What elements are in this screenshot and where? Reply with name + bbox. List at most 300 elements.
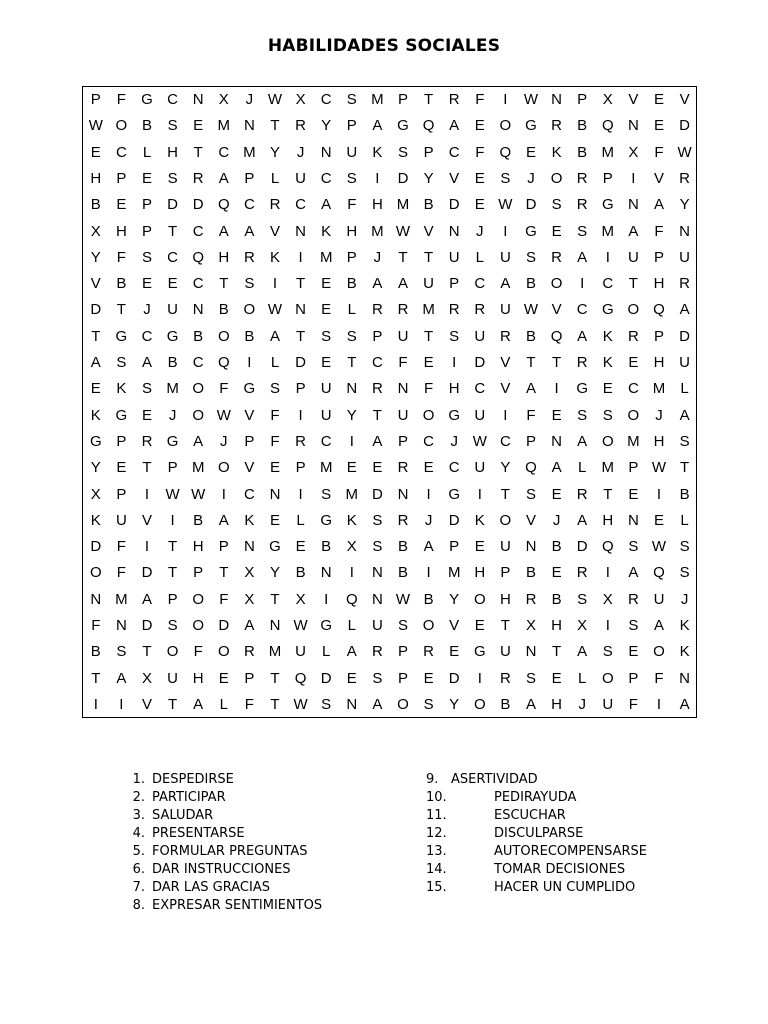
grid-letter: H	[115, 222, 127, 240]
grid-letter: I	[503, 222, 508, 240]
grid-letter: L	[680, 380, 689, 398]
grid-letter: E	[90, 380, 101, 398]
grid-letter: X	[295, 590, 306, 608]
grid-letter: W	[293, 617, 308, 634]
grid-letter: T	[219, 275, 229, 293]
grid-letter: S	[525, 248, 536, 266]
grid-letter: A	[193, 432, 204, 450]
grid-letter: W	[498, 196, 513, 214]
grid-letter: G	[601, 196, 614, 214]
grid-letter: U	[474, 406, 486, 424]
word-text: TOMAR DECISIONES	[494, 862, 626, 877]
grid-letter: U	[397, 406, 409, 424]
grid-letter: R	[576, 354, 588, 371]
grid-letter: R	[423, 643, 435, 661]
grid-letter: N	[627, 196, 639, 214]
grid-letter: C	[192, 275, 204, 293]
grid-letter: S	[346, 327, 357, 345]
grid-letter: U	[679, 248, 691, 266]
grid-letter: N	[397, 485, 409, 503]
grid-letter: V	[141, 695, 152, 713]
grid-letter: S	[525, 669, 536, 687]
grid-letter: O	[601, 669, 614, 687]
grid-letter: S	[397, 143, 408, 161]
grid-letter: J	[373, 248, 382, 266]
grid-letter: B	[90, 643, 101, 661]
grid-letter: B	[423, 196, 434, 214]
word-number: 8.	[132, 898, 145, 913]
grid-row	[83, 692, 696, 718]
grid-letter: R	[295, 117, 307, 135]
grid-letter: I	[426, 564, 431, 582]
grid-letter: P	[295, 380, 306, 398]
grid-letter: Y	[423, 169, 434, 187]
grid-letter: H	[499, 590, 511, 608]
grid-letter: S	[269, 380, 280, 398]
grid-letter: S	[167, 617, 178, 634]
grid-letter: E	[167, 275, 178, 293]
grid-letter: D	[397, 169, 409, 187]
grid-letter: N	[243, 538, 255, 556]
grid-letter: N	[679, 222, 691, 240]
grid-letter: P	[244, 432, 255, 450]
grid-letter: S	[679, 538, 690, 556]
grid-letter: R	[243, 643, 255, 661]
grid-letter: R	[551, 248, 563, 266]
grid-letter: B	[679, 485, 690, 503]
grid-letter: T	[168, 564, 178, 582]
grid-letter: P	[449, 538, 460, 556]
grid-letter: L	[270, 354, 280, 371]
grid-letter: U	[295, 643, 307, 661]
grid-letter: L	[347, 617, 356, 634]
grid-letter: E	[474, 538, 485, 556]
grid-letter: A	[628, 564, 639, 582]
grid-letter: I	[477, 485, 482, 503]
grid-letter: P	[628, 459, 639, 477]
grid-letter: H	[167, 143, 179, 161]
grid-letter: N	[551, 432, 563, 450]
grid-letter: L	[322, 643, 331, 661]
grid-letter: N	[269, 485, 281, 503]
grid-letter: U	[499, 301, 511, 319]
grid-row	[83, 534, 696, 560]
grid-letter: U	[371, 617, 383, 634]
grid-letter: D	[192, 196, 204, 214]
grid-letter: I	[298, 248, 303, 266]
grid-letter: F	[475, 91, 485, 108]
grid-letter: G	[320, 617, 333, 634]
word-number: 7.	[132, 880, 145, 895]
grid-letter: O	[192, 406, 205, 424]
grid-letter: C	[192, 354, 204, 371]
grid-letter: F	[347, 196, 357, 214]
word-number: 2.	[132, 790, 145, 805]
grid-letter: P	[525, 432, 536, 450]
grid-letter: S	[577, 406, 588, 424]
grid-letter: J	[655, 406, 663, 424]
grid-letter: A	[679, 695, 690, 713]
grid-letter: S	[372, 511, 383, 529]
grid-letter: E	[423, 669, 434, 687]
grid-letter: N	[192, 301, 204, 319]
grid-letter: F	[654, 143, 664, 161]
grid-letter: R	[448, 301, 460, 319]
grid-letter: O	[550, 275, 563, 293]
grid-letter: K	[551, 143, 562, 161]
grid-row	[83, 587, 696, 613]
grid-letter: S	[602, 643, 613, 661]
grid-letter: Q	[653, 564, 665, 582]
grid-letter: U	[320, 406, 332, 424]
grid-letter: C	[627, 380, 639, 398]
grid-letter: K	[90, 406, 101, 424]
word-number: 12.	[426, 826, 447, 841]
grid-letter: S	[423, 695, 434, 713]
grid-letter: S	[244, 275, 255, 293]
grid-letter: N	[320, 143, 332, 161]
grid-letter: H	[551, 617, 563, 634]
grid-row	[83, 455, 696, 481]
grid-letter: R	[627, 327, 639, 345]
grid-letter: V	[628, 91, 639, 108]
grid-letter: T	[219, 564, 229, 582]
grid-letter: P	[397, 669, 408, 687]
grid-letter: A	[193, 695, 204, 713]
grid-letter: L	[219, 695, 228, 713]
grid-letter: Y	[346, 406, 357, 424]
grid-letter: T	[680, 459, 690, 477]
grid-letter: C	[448, 459, 460, 477]
grid-letter: D	[679, 117, 691, 135]
grid-letter: C	[423, 432, 435, 450]
word-number: 14.	[426, 862, 447, 877]
grid-letter: B	[141, 117, 152, 135]
grid-letter: A	[577, 511, 588, 529]
grid-letter: R	[499, 327, 511, 345]
grid-letter: A	[116, 669, 127, 687]
grid-letter: J	[220, 432, 228, 450]
grid-letter: G	[89, 432, 102, 450]
grid-letter: C	[243, 485, 255, 503]
grid-letter: P	[602, 169, 613, 187]
word-number: 4.	[132, 826, 145, 841]
grid-letter: E	[321, 301, 332, 319]
grid-letter: I	[324, 590, 329, 608]
grid-letter: Q	[294, 669, 307, 687]
grid-letter: R	[371, 301, 383, 319]
grid-letter: R	[525, 590, 537, 608]
grid-letter: S	[551, 196, 562, 214]
grid-letter: T	[168, 538, 178, 556]
grid-letter: P	[116, 169, 127, 187]
grid-letter: Q	[217, 354, 230, 371]
grid-letter: I	[656, 695, 662, 713]
grid-letter: E	[551, 406, 562, 424]
grid-letter: Q	[192, 248, 205, 266]
grid-letter: A	[679, 406, 690, 424]
grid-letter: P	[653, 327, 664, 345]
grid-letter: C	[141, 327, 153, 345]
grid-letter: H	[653, 432, 665, 450]
grid-letter: Q	[345, 590, 358, 608]
grid-letter: H	[653, 275, 665, 293]
grid-letter: F	[270, 406, 280, 424]
grid-row	[83, 508, 696, 534]
grid-letter: B	[525, 275, 536, 293]
grid-letter: F	[398, 354, 408, 371]
grid-letter: N	[627, 511, 639, 529]
grid-letter: R	[576, 169, 588, 187]
grid-letter: B	[167, 354, 178, 371]
grid-letter: P	[141, 196, 152, 214]
word-number: 13.	[426, 844, 447, 859]
grid-row	[83, 350, 696, 376]
grid-letter: J	[680, 590, 689, 608]
grid-letter: K	[244, 511, 255, 529]
grid-letter: E	[449, 643, 460, 661]
grid-letter: S	[372, 538, 383, 556]
grid-letter: B	[90, 196, 101, 214]
grid-letter: Y	[500, 459, 511, 477]
grid-letter: A	[577, 327, 588, 345]
grid-letter: K	[116, 380, 127, 398]
grid-letter: T	[603, 485, 613, 503]
grid-row	[83, 613, 696, 639]
grid-letter: A	[525, 380, 536, 398]
grid-letter: H	[192, 538, 204, 556]
grid-letter: A	[218, 511, 229, 529]
grid-letter: E	[653, 511, 664, 529]
grid-letter: O	[422, 617, 435, 634]
grid-letter: S	[346, 91, 357, 108]
grid-letter: J	[578, 695, 586, 713]
grid-letter: Y	[269, 564, 280, 582]
grid-letter: Q	[217, 196, 230, 214]
grid-letter: W	[523, 301, 539, 319]
grid-letter: N	[627, 117, 639, 135]
grid-letter: M	[319, 248, 333, 266]
grid-letter: T	[398, 248, 408, 266]
grid-letter: E	[90, 143, 101, 161]
grid-letter: O	[627, 406, 640, 424]
grid-row	[83, 166, 696, 192]
grid-letter: E	[141, 275, 152, 293]
grid-letter: V	[244, 459, 255, 477]
grid-letter: R	[499, 669, 511, 687]
grid-letter: I	[503, 91, 508, 108]
grid-letter: P	[346, 248, 357, 266]
grid-letter: B	[321, 538, 332, 556]
grid-letter: E	[295, 538, 306, 556]
grid-row	[83, 87, 696, 113]
grid-row	[83, 560, 696, 586]
grid-letter: E	[653, 117, 664, 135]
grid-letter: F	[654, 222, 664, 240]
grid-letter: J	[424, 511, 433, 529]
grid-letter: F	[219, 380, 229, 398]
grid-letter: Y	[679, 196, 690, 214]
grid-letter: P	[449, 275, 460, 293]
grid-letter: E	[269, 459, 280, 477]
grid-letter: S	[525, 485, 536, 503]
grid-letter: M	[652, 380, 666, 398]
grid-letter: S	[372, 669, 383, 687]
grid-letter: Y	[449, 590, 460, 608]
grid-letter: B	[551, 538, 562, 556]
grid-letter: N	[243, 117, 255, 135]
grid-row	[83, 429, 696, 455]
grid-letter: S	[500, 169, 511, 187]
grid-letter: D	[679, 327, 691, 345]
grid-letter: O	[192, 380, 205, 398]
grid-letter: R	[397, 511, 409, 529]
grid-letter: G	[166, 327, 179, 345]
grid-letter: I	[144, 538, 150, 556]
word-text: AUTORECOMPENSARSE	[494, 844, 648, 859]
grid-letter: M	[166, 380, 179, 398]
grid-letter: R	[141, 432, 153, 450]
grid-letter: U	[499, 248, 511, 266]
grid-letter: B	[500, 695, 511, 713]
grid-letter: T	[500, 485, 510, 503]
grid-letter: E	[653, 91, 664, 108]
grid-letter: W	[216, 406, 231, 424]
grid-letter: O	[627, 301, 640, 319]
grid-letter: K	[269, 248, 280, 266]
grid-letter: X	[90, 485, 101, 503]
grid-letter: B	[525, 327, 536, 345]
grid-letter: V	[525, 511, 536, 529]
grid-letter: C	[295, 196, 307, 214]
grid-letter: N	[115, 617, 127, 634]
word-number: 3.	[132, 808, 145, 823]
grid-letter: G	[448, 406, 461, 424]
grid-letter: E	[346, 459, 357, 477]
grid-letter: N	[320, 564, 332, 582]
grid-letter: K	[602, 354, 613, 371]
grid-letter: C	[167, 91, 179, 108]
grid-letter: F	[526, 406, 536, 424]
grid-letter: G	[397, 117, 409, 135]
grid-letter: N	[525, 538, 537, 556]
word-number: 6.	[132, 862, 145, 877]
grid-letter: S	[141, 380, 152, 398]
grid-letter: T	[500, 617, 510, 634]
grid-letter: A	[346, 643, 357, 661]
grid-letter: W	[523, 91, 539, 108]
grid-letter: E	[269, 511, 280, 529]
grid-letter: U	[423, 275, 435, 293]
grid-letter: W	[395, 590, 411, 608]
grid-letter: E	[372, 459, 383, 477]
grid-letter: S	[602, 406, 613, 424]
grid-letter: C	[320, 432, 332, 450]
grid-letter: M	[447, 564, 461, 582]
grid-letter: A	[500, 275, 511, 293]
grid-letter: D	[525, 196, 537, 214]
grid-letter: I	[170, 511, 175, 529]
grid-letter: E	[602, 380, 613, 398]
grid-letter: X	[577, 617, 588, 634]
grid-letter: A	[269, 327, 280, 345]
grid-letter: E	[141, 169, 152, 187]
grid-letter: P	[372, 327, 383, 345]
grid-letter: L	[142, 143, 152, 161]
grid-letter: C	[576, 301, 588, 319]
grid-letter: M	[115, 590, 128, 608]
grid-row	[83, 324, 696, 350]
grid-letter: V	[449, 169, 460, 187]
grid-letter: S	[628, 538, 639, 556]
grid-letter: I	[144, 485, 150, 503]
grid-letter: T	[168, 222, 178, 240]
grid-letter: O	[217, 459, 230, 477]
grid-letter: U	[448, 248, 460, 266]
grid-letter: I	[605, 248, 610, 266]
grid-letter: R	[397, 301, 409, 319]
grid-letter: I	[605, 617, 610, 634]
grid-letter: A	[218, 222, 229, 240]
grid-letter: V	[500, 354, 511, 371]
grid-letter: M	[319, 459, 333, 477]
grid-letter: A	[423, 538, 434, 556]
grid-letter: S	[577, 222, 588, 240]
word-search-grid	[82, 86, 697, 718]
grid-letter: L	[296, 511, 305, 529]
grid-letter: O	[166, 643, 179, 661]
grid-letter: P	[577, 91, 588, 108]
grid-letter: C	[474, 380, 486, 398]
grid-letter: D	[474, 354, 486, 371]
grid-letter: A	[551, 459, 562, 477]
grid-letter: M	[217, 117, 231, 135]
grid-letter: I	[272, 275, 278, 293]
grid-letter: G	[576, 380, 589, 398]
grid-letter: E	[628, 643, 639, 661]
grid-letter: B	[244, 327, 255, 345]
grid-letter: J	[450, 432, 458, 450]
grid-letter: A	[628, 222, 639, 240]
grid-letter: G	[525, 117, 537, 135]
grid-letter: C	[167, 248, 179, 266]
grid-letter: T	[424, 91, 434, 108]
grid-letter: U	[167, 669, 179, 687]
grid-letter: B	[295, 564, 306, 582]
grid-letter: U	[346, 143, 358, 161]
grid-letter: P	[244, 169, 255, 187]
grid-letter: P	[500, 564, 511, 582]
grid-letter: E	[218, 669, 229, 687]
grid-letter: W	[651, 538, 667, 556]
grid-letter: P	[116, 432, 127, 450]
grid-letter: M	[396, 196, 410, 214]
grid-letter: Y	[321, 117, 332, 135]
word-text: DISCULPARSE	[494, 826, 584, 841]
grid-letter: F	[244, 695, 254, 713]
grid-letter: Y	[269, 143, 280, 161]
grid-letter: X	[628, 143, 639, 161]
grid-letter: I	[554, 380, 559, 398]
grid-letter: W	[88, 117, 103, 135]
grid-letter: G	[525, 222, 537, 240]
grid-letter: U	[474, 459, 486, 477]
grid-letter: F	[654, 669, 664, 687]
grid-letter: V	[500, 380, 511, 398]
grid-letter: E	[116, 196, 127, 214]
grid-letter: B	[397, 564, 408, 582]
grid-letter: K	[321, 222, 332, 240]
